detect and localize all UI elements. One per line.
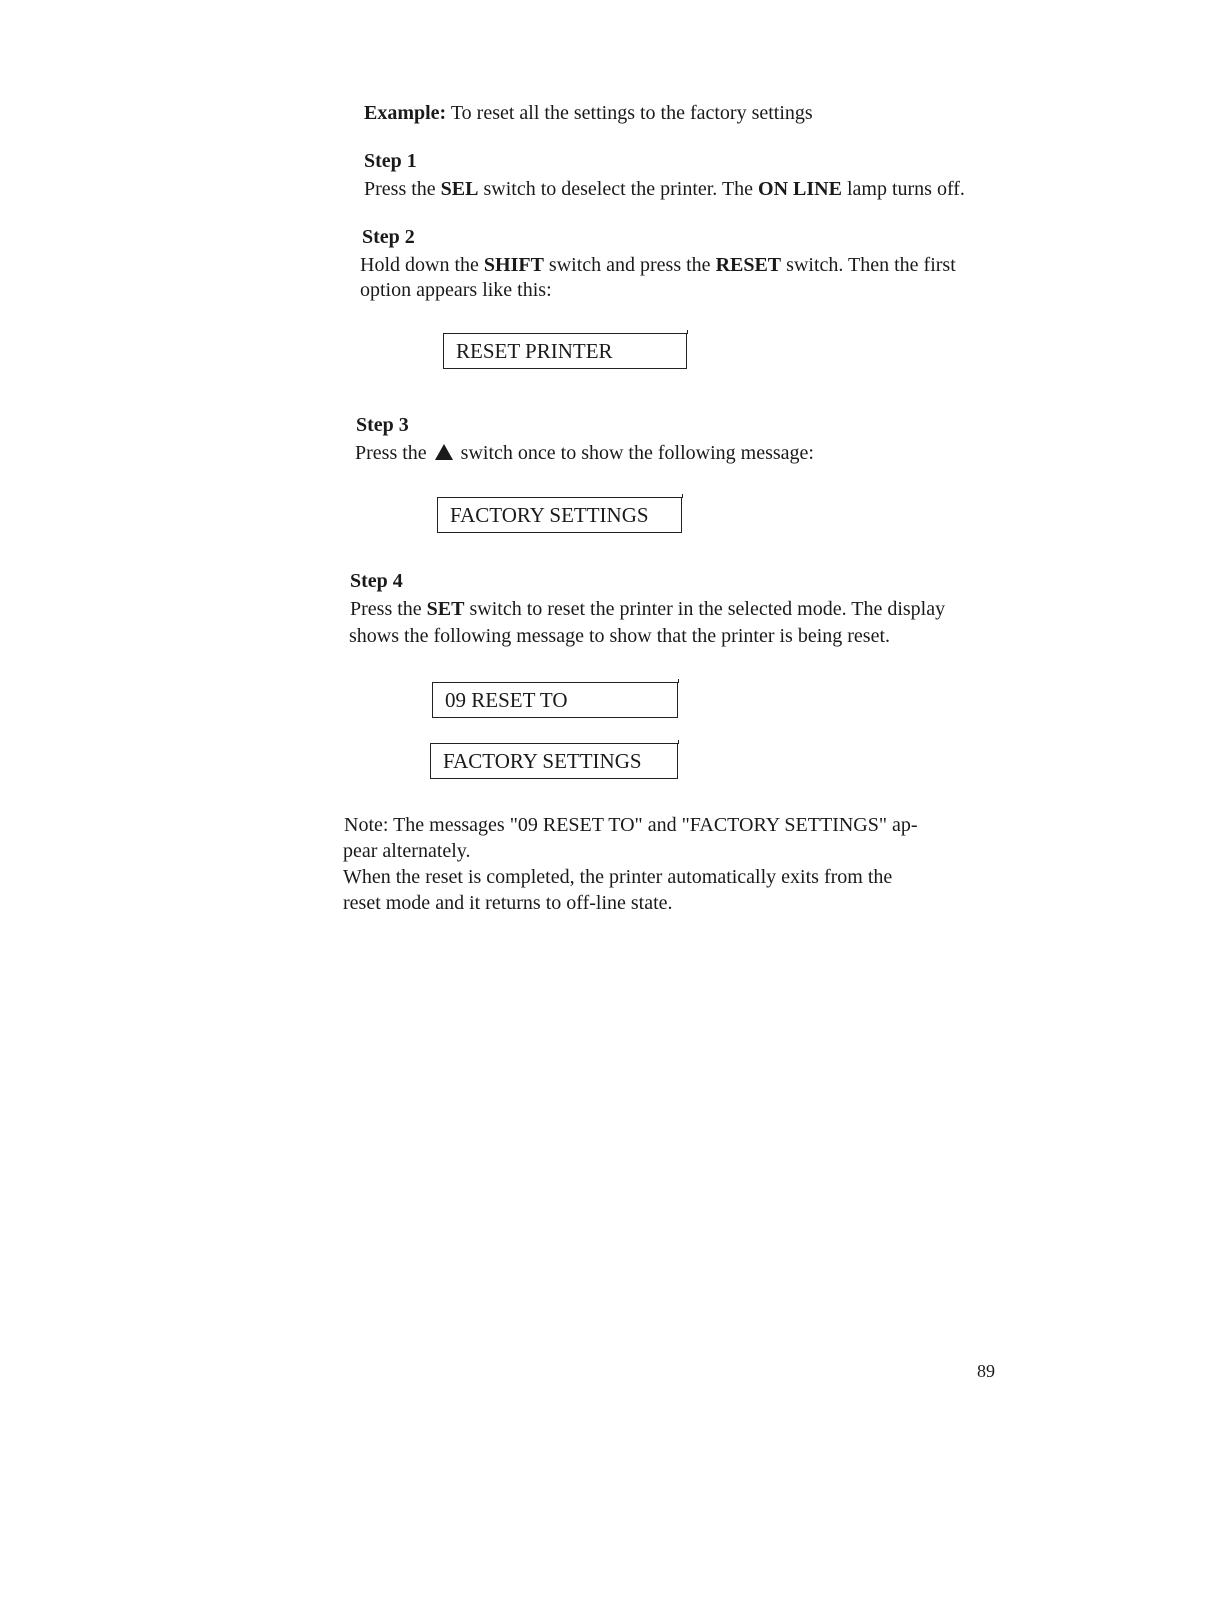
note-line-2: pear alternately.: [343, 840, 471, 862]
text-run: switch to deselect the printer. The: [478, 178, 759, 200]
note-line-3: When the reset is completed, the printer automatically exits from the: [343, 866, 893, 888]
text-run: option appears like this:: [360, 279, 552, 301]
page-number: 89: [977, 1361, 995, 1381]
step-3-instruction: [355, 440, 814, 466]
triangle-up-icon: [435, 444, 453, 460]
step-2-instruction-line-2: [360, 277, 552, 303]
text-run: shows the following message to show that the printer is being reset.: [349, 625, 891, 647]
switch-name-sel: SEL: [440, 178, 479, 200]
step-2-heading: Step 2: [362, 226, 415, 248]
note-line-1: Note: The messages "09 RESET TO" and "FACTORY SETTINGS" ap-: [344, 814, 918, 836]
step-4-instruction-line-2: [349, 623, 890, 649]
note-line-4: reset mode and it returns to off-line state.: [343, 892, 673, 914]
text-run: lamp turns off.: [841, 178, 965, 200]
text-run: Press the: [355, 442, 432, 464]
switch-name-set: SET: [426, 598, 465, 620]
step-1-instruction: [364, 176, 965, 202]
switch-name-shift: SHIFT: [483, 254, 544, 276]
lcd-display-reset-printer: RESET PRINTER: [443, 333, 687, 369]
text-run: switch to reset the printer in the selected mode. The display: [464, 598, 946, 620]
text-run: switch. Then the first: [781, 254, 956, 276]
text-run: Press the: [364, 178, 441, 200]
text-run: switch and press the: [543, 254, 716, 276]
step-4-instruction-line-1: [350, 596, 945, 622]
example-line: [364, 100, 813, 126]
switch-name-reset: RESET: [715, 254, 782, 276]
text-run: Hold down the: [360, 254, 484, 276]
step-4-heading: Step 4: [350, 570, 403, 592]
lamp-name-on-line: ON LINE: [758, 178, 842, 200]
lcd-display-09-reset-to: 09 RESET TO: [432, 682, 678, 718]
lcd-display-factory-settings-alt: FACTORY SETTINGS: [430, 743, 678, 779]
text-run: switch once to show the following message:: [455, 442, 814, 464]
text-run: Press the: [350, 598, 427, 620]
example-text: To reset all the settings to the factory settings: [450, 102, 813, 124]
example-label: Example:: [364, 102, 447, 124]
step-1-heading: Step 1: [364, 150, 417, 172]
lcd-display-factory-settings: FACTORY SETTINGS: [437, 497, 682, 533]
step-2-instruction-line-1: [360, 252, 956, 278]
step-3-heading: Step 3: [356, 414, 409, 436]
